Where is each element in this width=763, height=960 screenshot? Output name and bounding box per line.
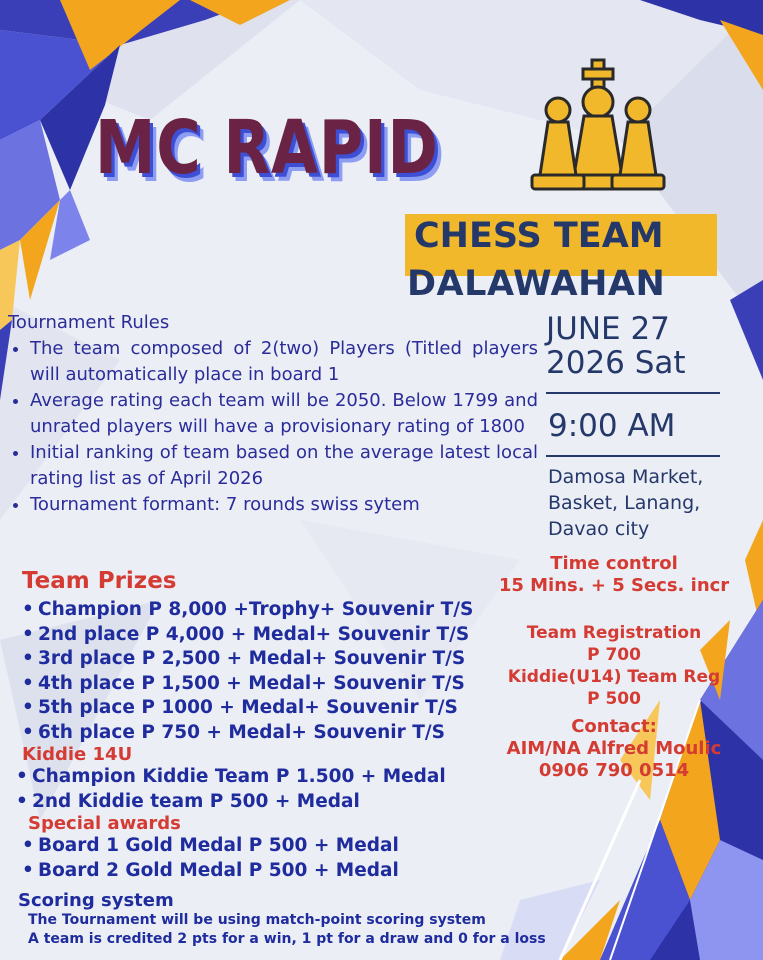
scoring-line: The Tournament will be using match-point scoring system (28, 912, 486, 928)
team-registration (482, 622, 746, 710)
event-time: 9:00 AM (548, 408, 676, 444)
prize-item: • 2nd place P 4,000 + Medal+ Souvenir T/S (22, 623, 470, 645)
prize-item: • 5th place P 1000 + Medal+ Souvenir T/S (22, 697, 458, 718)
divider (546, 455, 720, 457)
scoring-line: A team is credited 2 pts for a win, 1 pt for a draw and 0 for a loss (28, 931, 546, 947)
date-line2: 2026 Sat (546, 345, 686, 381)
event-date (546, 312, 686, 380)
contact-heading: Contact: (571, 716, 657, 737)
special-awards-heading: Special awards (28, 813, 181, 834)
special-award-item: • Board 2 Gold Medal P 500 + Medal (22, 859, 399, 881)
prize-item: • 6th place P 750 + Medal+ Souvenir T/S (22, 721, 445, 743)
scoring-heading: Scoring system (18, 890, 174, 911)
subtitle-line1: CHESS TEAM (414, 216, 664, 256)
rule-item: • Tournament formant: 7 rounds swiss sytem (30, 492, 538, 518)
scoring-section (18, 890, 546, 949)
contact-name: AIM/NA Alfred Moulic (506, 738, 722, 759)
rules-heading: Tournament Rules (8, 312, 170, 333)
team-prizes-heading: Team Prizes (22, 568, 177, 594)
date-line1: JUNE 27 (546, 311, 670, 347)
rule-item: • Initial ranking of team based on the average latest local rating list as of April 2026 (30, 440, 538, 492)
rule-item: • The team composed of 2(two) Players (Titled players will automatically place in board 1 (30, 336, 538, 388)
time-control-value: 15 Mins. + 5 Secs. incr (498, 575, 730, 596)
subtitle-line2: DALAWAHAN (407, 264, 666, 304)
prize-item: • Champion P 8,000 +Trophy+ Souvenir T/S (22, 599, 474, 620)
venue-line: Davao city (548, 518, 650, 540)
kiddie-item: • 2nd Kiddie team P 500 + Medal (16, 790, 360, 812)
prize-item: • 4th place P 1,500 + Medal+ Souvenir T/S (22, 672, 465, 694)
kiddie-item: • Champion Kiddie Team P 1.500 + Medal (16, 766, 446, 787)
time-control-heading: Time control (550, 553, 678, 574)
kiddie-registration-fee: P 500 (587, 689, 641, 709)
rule-item: • Average rating each team will be 2050. Below 1799 and unrated players will have a provisionary rating of 1800 (30, 388, 538, 440)
tournament-rules (8, 310, 538, 518)
event-venue (548, 464, 703, 542)
contact-phone: 0906 790 0514 (538, 760, 690, 781)
prizes-section (16, 568, 474, 883)
contact (482, 716, 746, 782)
registration-heading: Team Registration (526, 623, 702, 643)
venue-line: Basket, Lanang, (548, 492, 701, 514)
prize-item: • 3rd place P 2,500 + Medal+ Souvenir T/S (22, 648, 466, 669)
venue-line: Damosa Market, (548, 466, 704, 488)
special-award-item: • Board 1 Gold Medal P 500 + Medal (22, 835, 399, 856)
kiddie-registration-heading: Kiddie(U14) Team Reg (507, 667, 721, 687)
poster-title: MC RAPID (95, 105, 439, 191)
divider (546, 392, 720, 394)
time-control (482, 553, 746, 597)
kiddie-heading: Kiddie 14U (22, 744, 133, 765)
registration-fee: P 700 (587, 645, 641, 665)
